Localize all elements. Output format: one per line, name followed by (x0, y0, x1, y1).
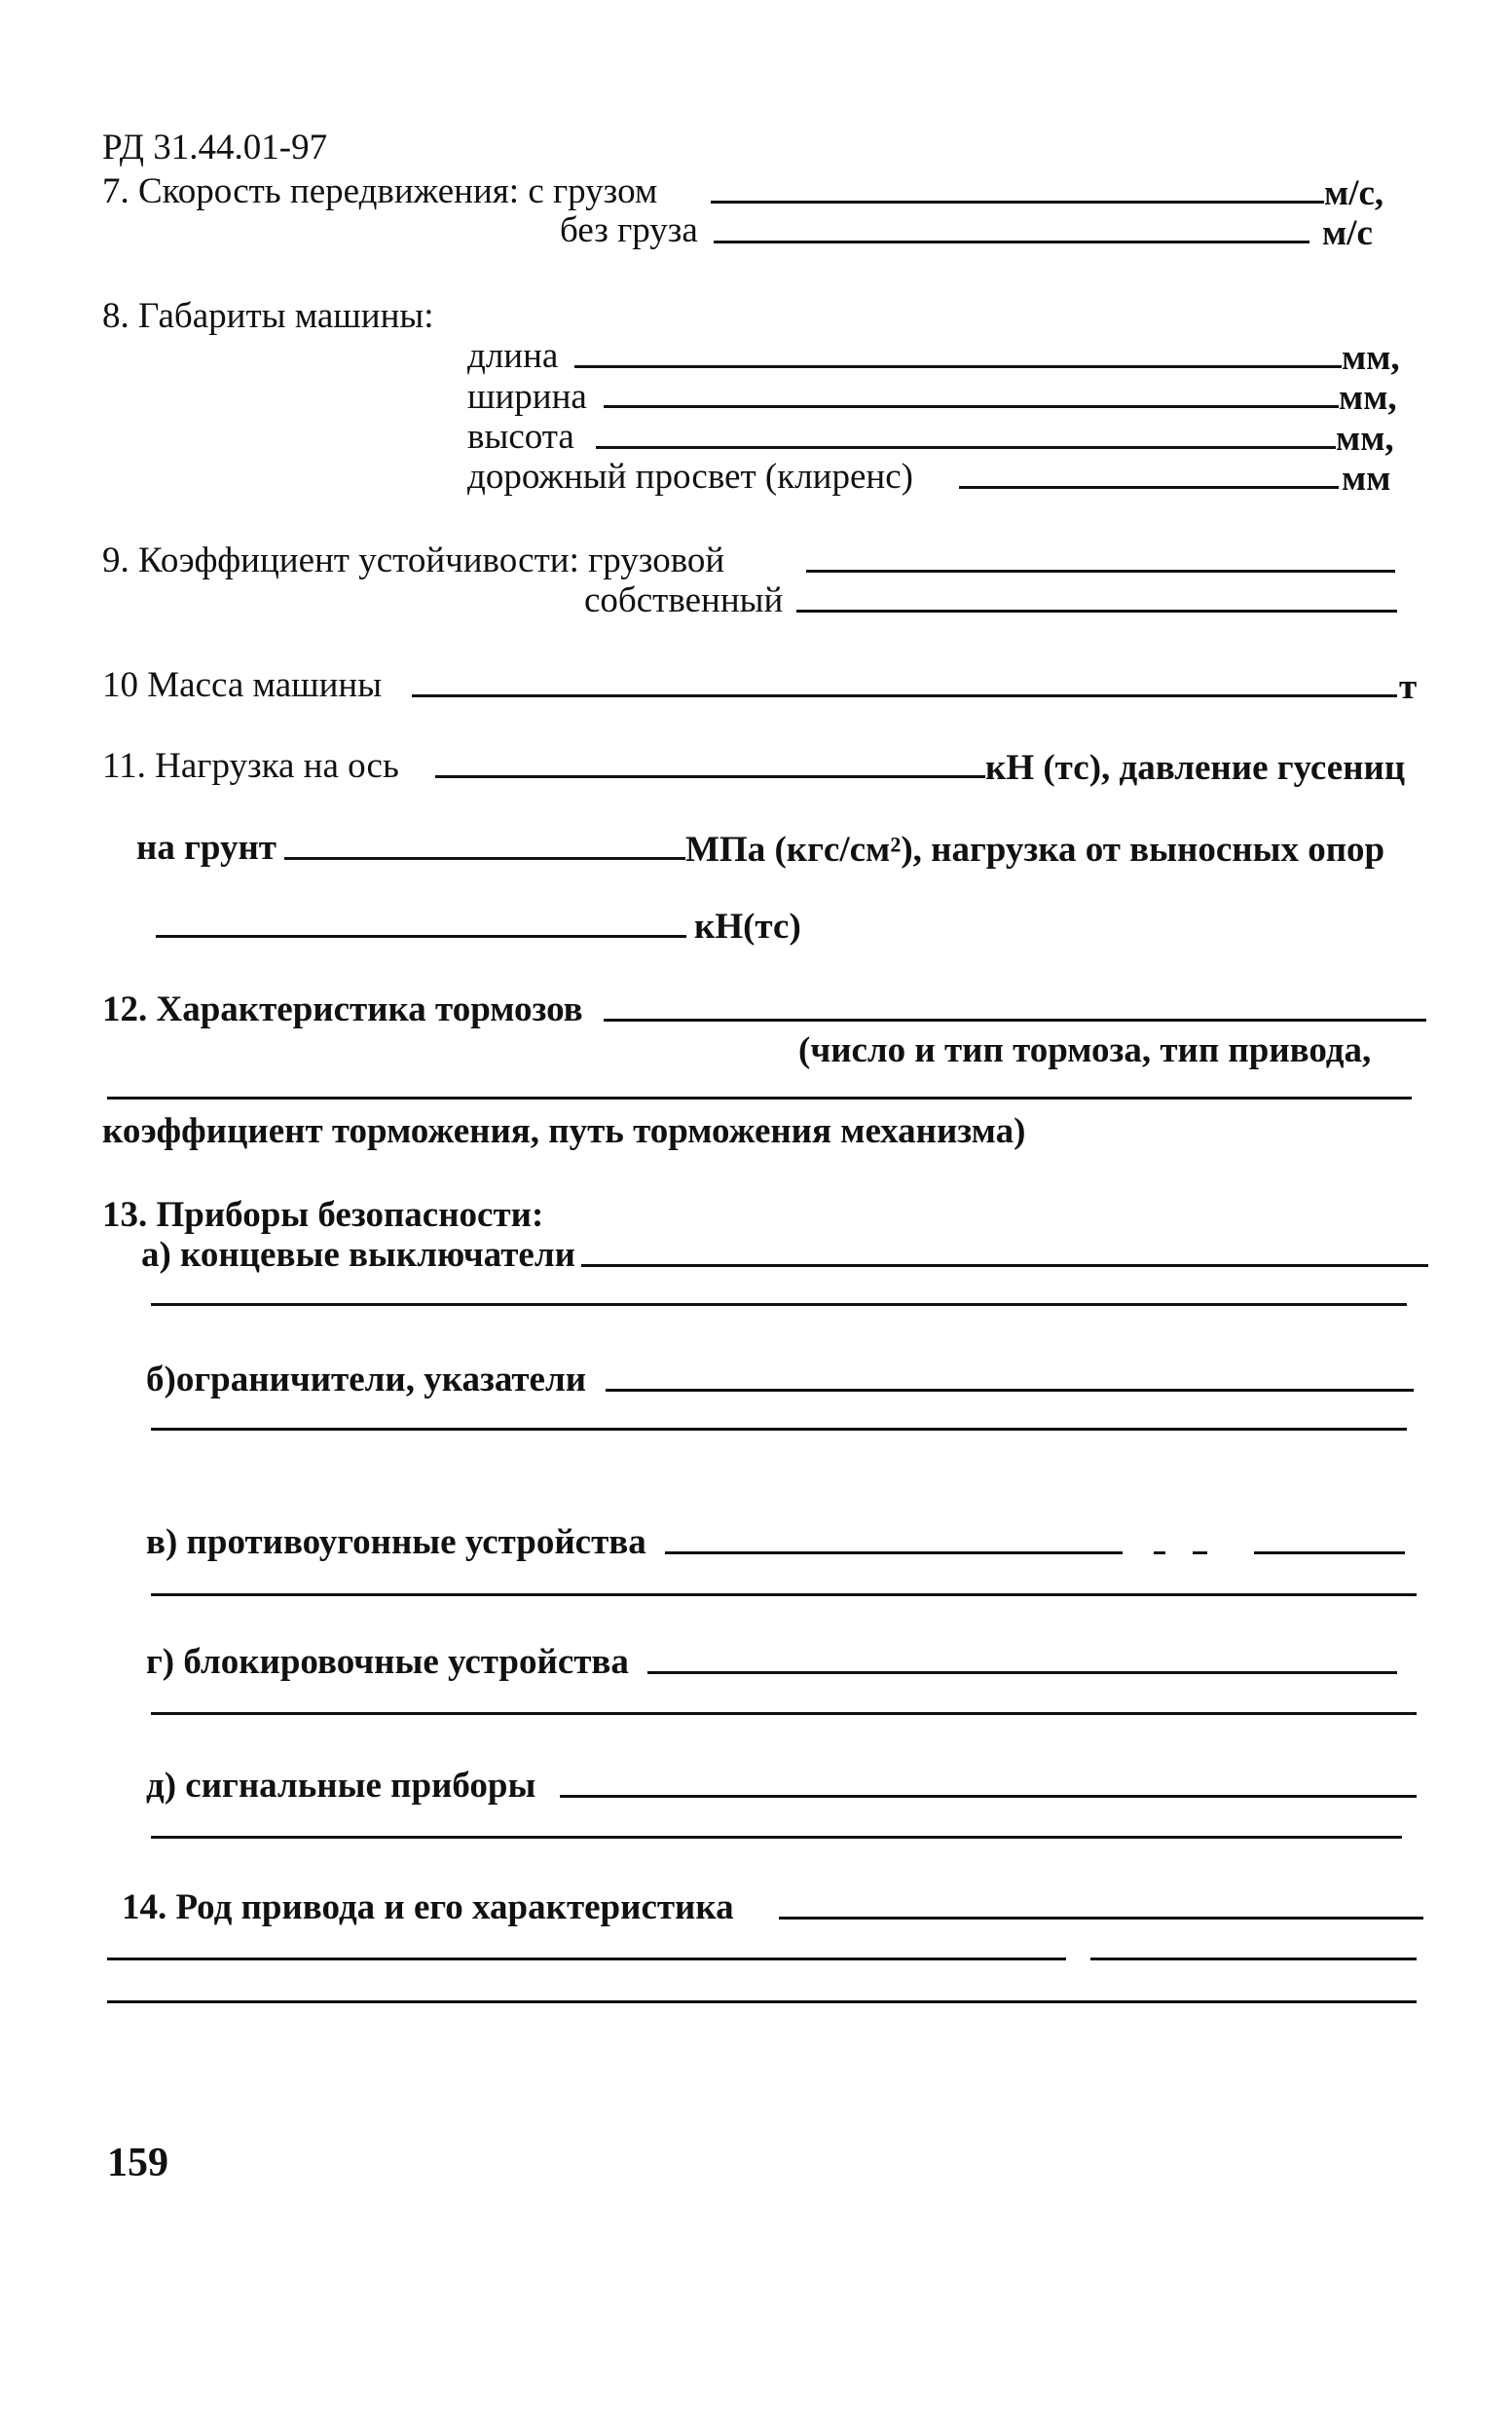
item-13-a-label: а) концевые выключатели (141, 1235, 575, 1275)
item-8-length-label: длина (467, 336, 559, 376)
item-13-v-field-seg-2[interactable] (1154, 1551, 1165, 1554)
item-9-own-field[interactable] (796, 610, 1397, 613)
item-8-length-unit: мм, (1342, 338, 1400, 378)
item-14-field-2a[interactable] (107, 1958, 1066, 1960)
item-7-sub-2: без груза (560, 210, 698, 250)
item-8-width-unit: мм, (1339, 378, 1397, 418)
item-12-hint-2: коэффициент торможения, путь торможения механизма) (102, 1111, 1026, 1151)
page-number: 159 (107, 2141, 168, 2185)
item-9-sub-2: собственный (584, 580, 784, 620)
item-11-label: 11. Нагрузка на ось (102, 746, 399, 786)
item-10-label: 10 Масса машины (102, 665, 383, 705)
item-8-length-field[interactable] (574, 365, 1342, 368)
item-13-g-field-2[interactable] (151, 1712, 1417, 1715)
item-7-unit-2: м/с (1322, 213, 1373, 253)
item-12-brakes-field[interactable] (604, 1019, 1426, 1022)
item-13-v-label: в) противоугонные устройства (146, 1522, 646, 1562)
item-13-v-field-seg-4[interactable] (1254, 1551, 1405, 1554)
item-13-v-field-2[interactable] (151, 1593, 1417, 1596)
item-11-unit-3: кН(тс) (694, 907, 801, 947)
item-11-outrigger-load-field[interactable] (156, 935, 686, 938)
item-13-v-field-seg-3[interactable] (1193, 1551, 1207, 1554)
item-13-d-label: д) сигнальные приборы (146, 1766, 536, 1806)
item-13-v-field-seg-1[interactable] (665, 1551, 1123, 1554)
item-7-unit-1: м/с, (1324, 173, 1384, 213)
item-13-b-field[interactable] (606, 1389, 1414, 1392)
item-7-loaded-speed-field[interactable] (711, 201, 1324, 204)
item-8-clearance-field[interactable] (959, 486, 1339, 489)
item-14-field-2b[interactable] (1090, 1958, 1417, 1960)
item-7-label: 7. Скорость передвижения: с грузом (102, 171, 658, 211)
item-12-hint-1: (число и тип тормоза, тип привода, (798, 1030, 1372, 1070)
item-8-height-label: высота (467, 417, 574, 457)
item-11-label-2: на грунт (136, 828, 277, 868)
item-13-a-field[interactable] (581, 1264, 1428, 1267)
item-10-mass-field[interactable] (412, 694, 1397, 697)
item-8-height-unit: мм, (1336, 419, 1394, 459)
item-12-label: 12. Характеристика тормозов (102, 989, 583, 1029)
item-13-b-label: б)ограничители, указатели (146, 1360, 587, 1399)
item-11-unit-2: МПа (кгс/см²), нагрузка от выносных опор (685, 830, 1385, 870)
item-14-field-3[interactable] (107, 2000, 1417, 2003)
item-8-width-field[interactable] (604, 405, 1339, 408)
item-9-load-field[interactable] (806, 570, 1395, 573)
item-10-unit: т (1399, 667, 1418, 707)
item-7-unloaded-speed-field[interactable] (714, 241, 1309, 243)
item-13-g-label: г) блокировочные устройства (146, 1642, 629, 1682)
item-14-label: 14. Род привода и его характеристика (122, 1887, 734, 1927)
item-8-width-label: ширина (467, 377, 587, 417)
item-8-label: 8. Габариты машины: (102, 296, 434, 336)
item-8-clearance-label: дорожный просвет (клиренс) (467, 457, 913, 497)
item-13-label: 13. Приборы безопасности: (102, 1195, 544, 1235)
item-11-ground-pressure-field[interactable] (284, 857, 685, 860)
item-13-a-field-2[interactable] (151, 1303, 1407, 1306)
item-12-brakes-field-2[interactable] (107, 1097, 1412, 1100)
item-9-label: 9. Коэффициент устойчивости: грузовой (102, 541, 725, 580)
item-11-unit-1: кН (тс), давление гусениц (985, 748, 1406, 788)
item-13-d-field[interactable] (560, 1795, 1417, 1798)
document-code: РД 31.44.01-97 (102, 128, 328, 168)
item-14-field[interactable] (779, 1917, 1423, 1920)
item-13-g-field[interactable] (647, 1671, 1397, 1674)
item-13-b-field-2[interactable] (151, 1428, 1407, 1431)
item-13-d-field-2[interactable] (151, 1836, 1402, 1839)
item-8-clearance-unit: мм (1342, 459, 1391, 499)
item-11-axle-load-field[interactable] (435, 775, 985, 778)
item-8-height-field[interactable] (596, 446, 1336, 449)
